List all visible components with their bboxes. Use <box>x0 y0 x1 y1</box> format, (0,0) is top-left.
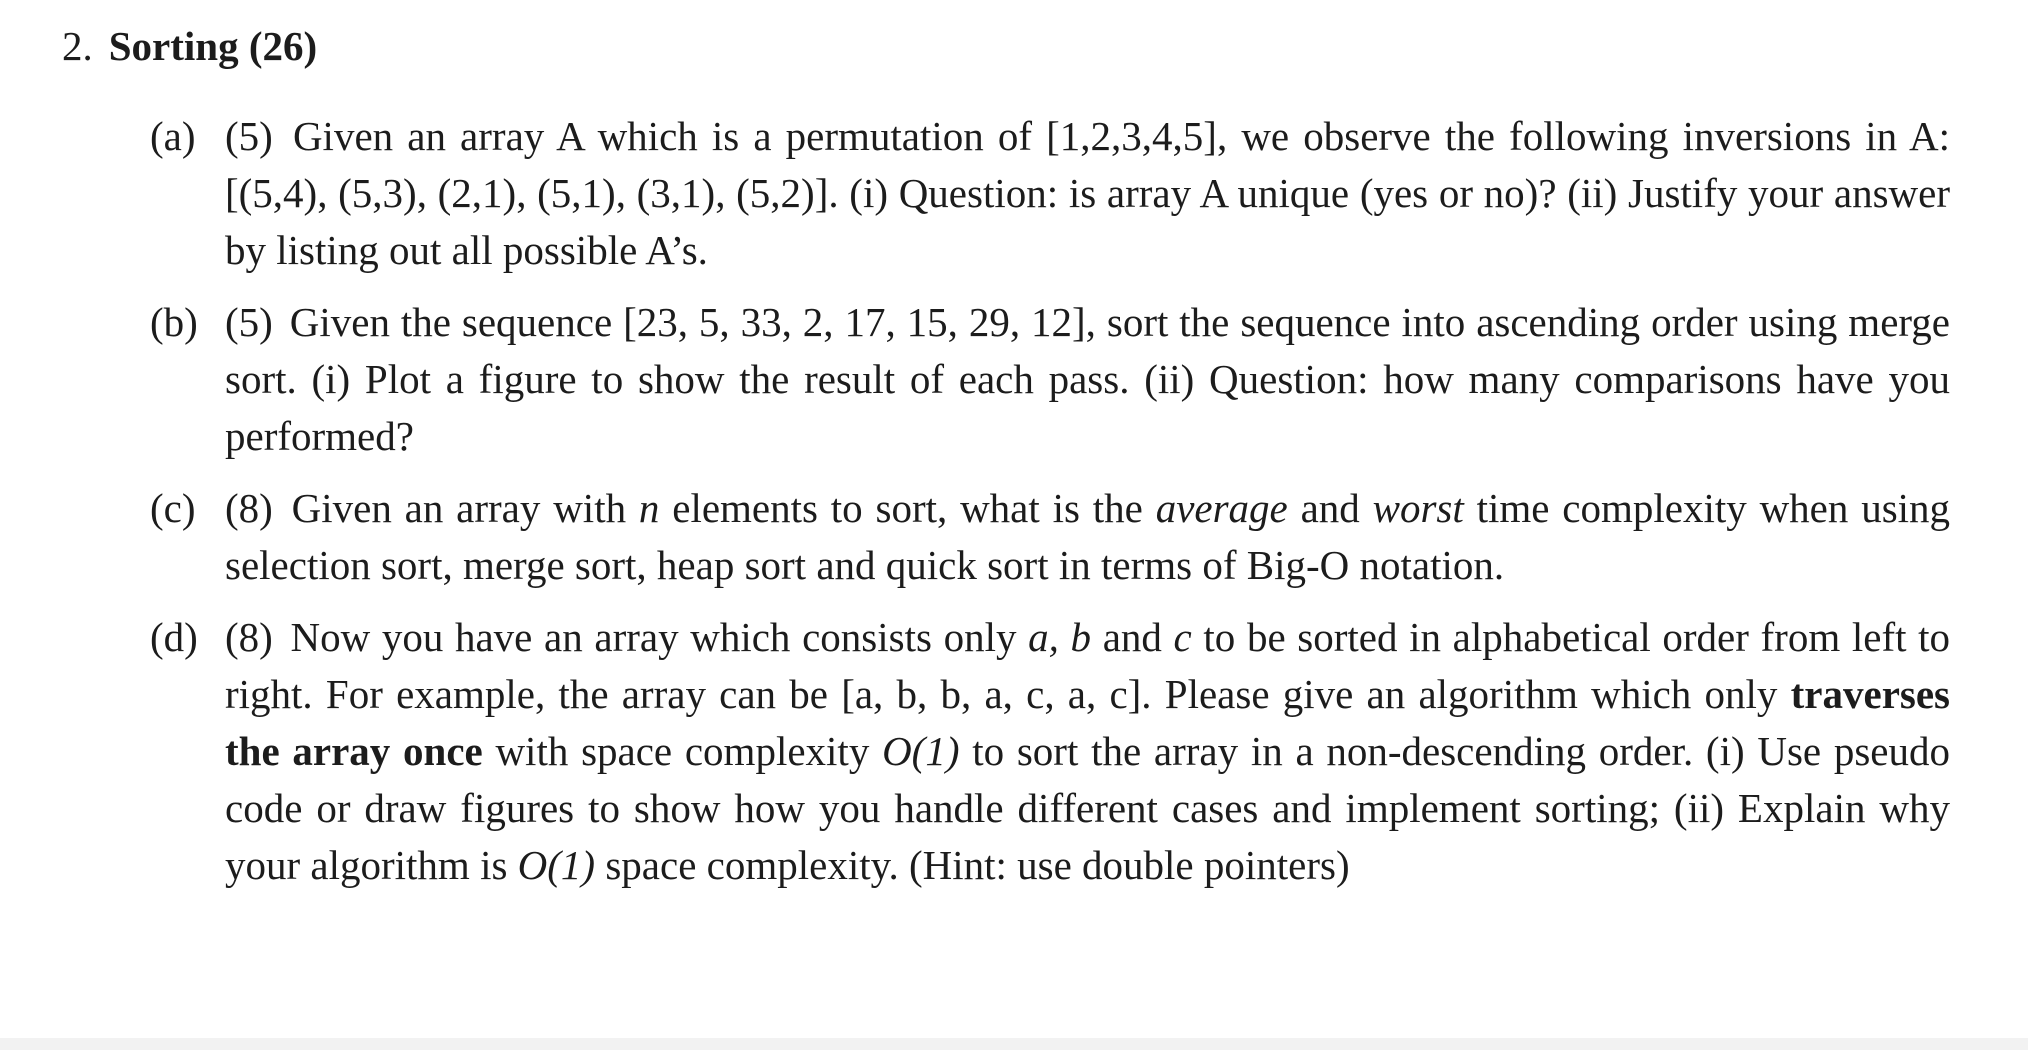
part-text: Now you have an array which consists only <box>290 614 1017 660</box>
part-points: (5) <box>225 113 273 159</box>
question-part-c <box>150 480 1950 594</box>
math-variable-n: n <box>638 485 660 531</box>
part-text: to be sorted in alphabetical order from left to right. For example, the array can be [a, b, b, a, c, a, c]. Please give an algorithm which only <box>225 614 1951 717</box>
emphasis-worst: worst <box>1372 485 1464 531</box>
math-variable-c: c <box>1173 614 1192 660</box>
part-label: (d) <box>150 614 198 660</box>
part-text: Given an array with <box>291 485 627 531</box>
big-o-notation: O(1) <box>517 842 596 888</box>
part-label: (a) <box>150 113 196 159</box>
part-points: (8) <box>225 614 273 660</box>
part-text: with space complexity <box>495 728 870 774</box>
part-text: Given an array A which is a permutation of [1,2,3,4,5], we observe the following inversions in A: [(5,4), (5,3), (2,1), (5,1), (3,1), (5,2)]. (i) Question: is array A unique (yes or no)? (ii) Justify your answer by listing out all possible A’s. <box>225 113 1951 273</box>
part-text: elements to sort, what is the <box>672 485 1143 531</box>
part-text: and <box>1102 614 1162 660</box>
part-points: (8) <box>225 485 273 531</box>
part-label: (c) <box>150 485 196 531</box>
question-part-a <box>150 108 1950 279</box>
question-part-b <box>150 294 1950 465</box>
math-variable-b: b <box>1070 614 1092 660</box>
bold-phrase: traverses the array once <box>225 671 1951 774</box>
section-title: Sorting (26) <box>108 23 318 69</box>
section-number: 2. <box>62 23 93 69</box>
page-bottom-edge <box>0 1038 2028 1050</box>
emphasis-average: average <box>1155 485 1288 531</box>
part-text: space complexity. (Hint: use double pointers) <box>605 842 1350 888</box>
question-part-d <box>150 609 1950 894</box>
question-parts <box>150 108 1950 909</box>
part-text: to sort the array in a non-descending order. (i) Use pseudo code or draw figures to show how you handle different cases and implement sorting; (ii) Explain why your algorithm is <box>225 728 1951 888</box>
big-o-notation: O(1) <box>882 728 960 774</box>
part-text: time complexity when using selection sort, merge sort, heap sort and quick sort in terms of Big-O notation. <box>225 485 1951 588</box>
part-text: Given the sequence [23, 5, 33, 2, 17, 15, 29, 12], sort the sequence into ascending order using merge sort. (i) Plot a figure to show the result of each pass. (ii) Question: how many comparisons have you performed? <box>225 299 1950 459</box>
section-heading <box>62 18 317 74</box>
math-variable-a: a, <box>1028 614 1059 660</box>
part-text: and <box>1300 485 1360 531</box>
part-points: (5) <box>225 299 273 345</box>
part-label: (b) <box>150 299 198 345</box>
